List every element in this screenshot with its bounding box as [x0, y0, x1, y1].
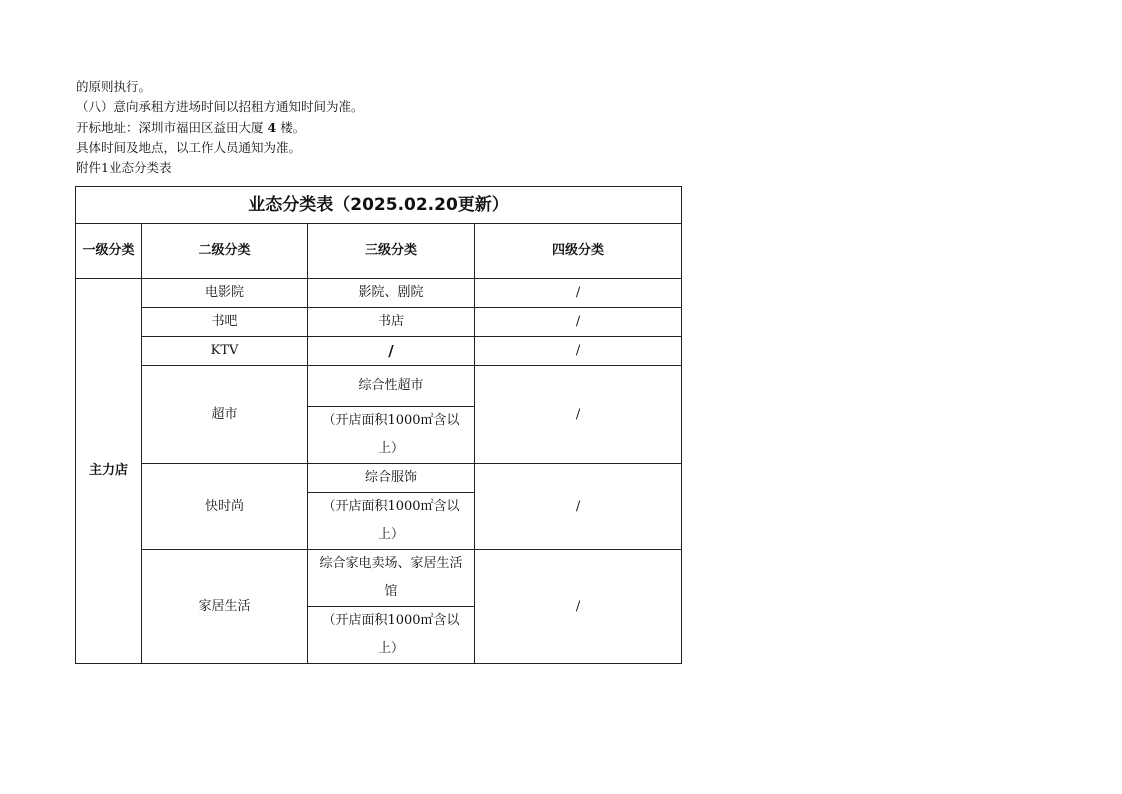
level2-cell: 电影院: [142, 279, 308, 308]
header-level4: 四级分类: [475, 224, 682, 279]
level3-cell: 书店: [308, 308, 475, 337]
floor-number: 4: [267, 120, 277, 135]
level2-cell: 快时尚: [142, 464, 308, 550]
level1-anchor-store: 主力店: [76, 279, 142, 664]
level2-cell: KTV: [142, 337, 308, 366]
address-prefix: 开标地址：深圳市福田区益田大厦: [76, 120, 264, 135]
header-level3: 三级分类: [308, 224, 475, 279]
business-type-table: [75, 186, 682, 664]
level4-cell: /: [475, 308, 682, 337]
level4-cell: /: [475, 464, 682, 550]
level3-cell: /: [308, 337, 475, 366]
level3-note-cell: （开店面积1000㎡含以上）: [308, 493, 475, 550]
level3-note-cell: （开店面积1000㎡含以上）: [308, 407, 475, 464]
header-level2: 二级分类: [142, 224, 308, 279]
level3-note-cell: （开店面积1000㎡含以上）: [308, 607, 475, 664]
level3-cell: 综合性超市: [308, 366, 475, 407]
level2-cell: 超市: [142, 366, 308, 464]
level3-cell: 综合家电卖场、家居生活馆: [308, 550, 475, 607]
intro-line-3: [76, 118, 305, 138]
level4-cell: /: [475, 550, 682, 664]
level4-cell: /: [475, 279, 682, 308]
intro-line-1: 的原则执行。: [76, 79, 152, 94]
table-title: 业态分类表（2025.02.20更新）: [76, 187, 682, 224]
level2-cell: 书吧: [142, 308, 308, 337]
level4-cell: /: [475, 366, 682, 464]
level2-cell: 家居生活: [142, 550, 308, 664]
intro-line-4: 具体时间及地点，以工作人员通知为准。: [76, 140, 302, 155]
level4-cell: /: [475, 337, 682, 366]
level3-cell: 影院、剧院: [308, 279, 475, 308]
address-suffix: 楼。: [280, 120, 306, 135]
intro-line-5: 附件1业态分类表: [76, 160, 172, 175]
level3-cell: 综合服饰: [308, 464, 475, 493]
header-level1: 一级分类: [76, 224, 142, 279]
intro-line-2: （八）意向承租方进场时间以招租方通知时间为准。: [76, 99, 364, 114]
